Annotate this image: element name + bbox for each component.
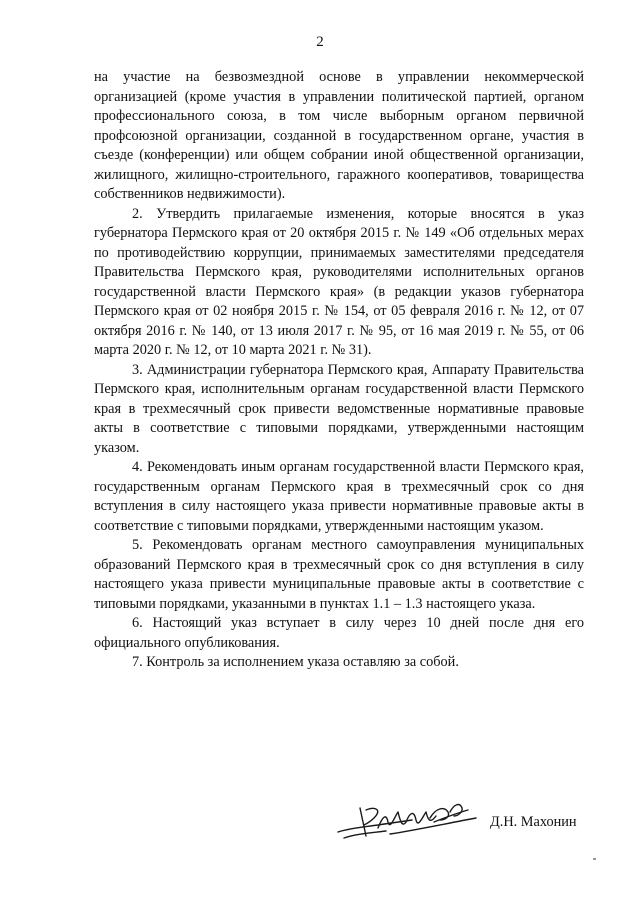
paragraph-5: 5. Рекомендовать органам местного самоуправления муниципальных образований Пермского края в трехмесячный срок со дня вступления в силу настоящего указа привести муниципальные правовые акты в соответствие с типовыми порядками, указанными в пунктах 1.1 – 1.3 настоящего указа. <box>94 537 584 612</box>
page-number: 2 <box>316 34 324 50</box>
handwritten-signature-icon <box>330 798 480 844</box>
paragraph-3: 3. Администрации губернатора Пермского края, Аппарату Правительства Пермского края, исполнительным органам государственной власти Пермского края в трехмесячный срок привести ведомственные нормативные правовые акты в соответствие с типовыми порядками, утвержденными настоящим указом. <box>94 361 584 456</box>
paragraph-1-continuation: на участие на безвозмездной основе в управлении некоммерческой организацией (кроме участия в управлении политической партией, органом профессионального союза, в том числе выборным органом первичной профсоюзной организации, созданной в государственном органе, участия в съезде (конференции) или общем собрании иной общественной организации, жилищного, жилищно-строительного, гаражного кооперативов, товарищества собственников недвижимости). <box>94 69 584 202</box>
paragraph-4: 4. Рекомендовать иным органам государственной власти Пермского края, государственным органам Пермского края в трехмесячный срок со дня вступления в силу настоящего указа привести нормативные правовые акты в соответствие с типовыми порядками, утвержденными настоящим указом. <box>94 459 584 534</box>
document-body <box>94 68 584 673</box>
paragraph-7: 7. Контроль за исполнением указа оставляю за собой. <box>132 654 459 670</box>
signer-name: Д.Н. Махонин <box>490 814 577 830</box>
paragraph-2: 2. Утвердить прилагаемые изменения, которые вносятся в указ губернатора Пермского края от 20 октября 2015 г. № 149 «Об отдельных мерах по противодействию коррупции, принимаемых заместителями председателя Правительства Пермского края, руководителями исполнительных органов государственной власти Пермского края» (в редакции указов губернатора Пермского края от 02 ноября 2015 г. № 154, от 05 февраля 2016 г. № 12, от 07 октября 2016 г. № 140, от 13 июля 2017 г. № 95, от 16 мая 2019 г. № 55, от 06 марта 2020 г. № 12, от 10 марта 2021 г. № 31). <box>94 205 584 358</box>
paragraph-6: 6. Настоящий указ вступает в силу через 10 дней после дня его официального опубликования. <box>94 615 584 651</box>
signature-block <box>330 798 590 848</box>
scan-artifact <box>593 858 596 860</box>
